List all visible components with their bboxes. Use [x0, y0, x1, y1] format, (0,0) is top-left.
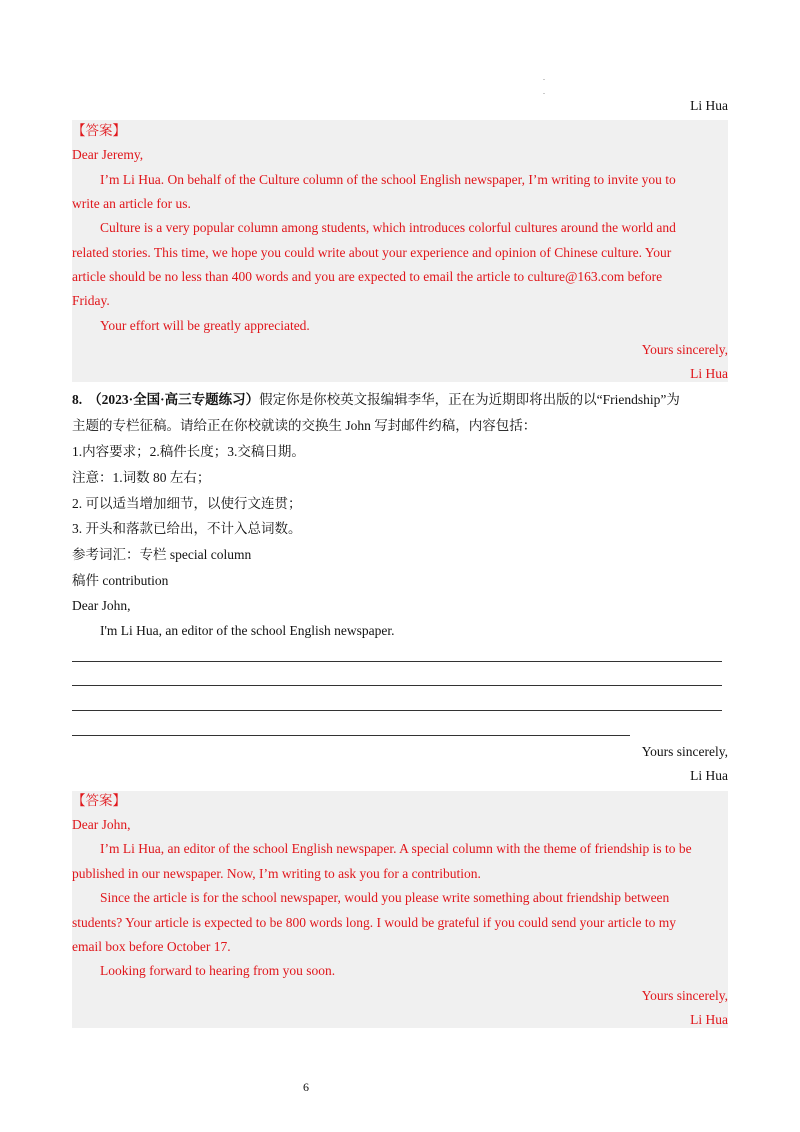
- letter-signature: Li Hua: [690, 366, 728, 381]
- question-prompt: 假定你是你校英文报编辑李华，正在为近期即将出版的以“Friendship”为: [259, 392, 680, 407]
- question-source: （2023·全国·高三专题练习）: [88, 392, 260, 407]
- page-number: 6: [303, 1080, 309, 1094]
- signature: Li Hua: [690, 98, 728, 113]
- answer-block-background: [72, 791, 728, 1028]
- letter-paragraph-line: Looking forward to hearing from you soon.: [100, 963, 336, 978]
- answer-tag: 【答案】: [72, 793, 126, 808]
- letter-paragraph-line: students? Your article is expected to be 800 words long. I would be grateful if you could send your article to my: [72, 915, 676, 930]
- question-note: 2. 可以适当增加细节，以使行文连贯；: [72, 496, 302, 511]
- question-number: 8.: [72, 392, 83, 407]
- letter-paragraph-line: email box before October 17.: [72, 939, 231, 954]
- vocabulary-hint: 稿件 contribution: [72, 573, 169, 588]
- question-heading: [72, 391, 680, 409]
- letter-opening: I'm Li Hua, an editor of the school English newspaper.: [100, 623, 395, 638]
- letter-paragraph-line: Your effort will be greatly appreciated.: [100, 318, 310, 333]
- letter-paragraph-line: Culture is a very popular column among students, which introduces colorful cultures around the world and: [100, 220, 676, 235]
- question-requirements: 1.内容要求；2.稿件长度；3.交稿日期。: [72, 444, 305, 459]
- letter-greeting: Dear John,: [72, 817, 131, 832]
- letter-paragraph-line: published in our newspaper. Now, I’m writing to ask you for a contribution.: [72, 866, 481, 881]
- answer-blank-line[interactable]: [72, 685, 722, 686]
- letter-signature: Li Hua: [690, 768, 728, 783]
- letter-closing: Yours sincerely,: [641, 744, 728, 759]
- letter-paragraph-line: Friday.: [72, 293, 110, 308]
- answer-tag: 【答案】: [72, 123, 126, 138]
- answer-blank-line[interactable]: [72, 661, 722, 662]
- question-note: 注意：1.词数 80 左右；: [72, 470, 211, 485]
- answer-blank-line[interactable]: [72, 710, 722, 711]
- stray-mark: .: [543, 87, 545, 96]
- letter-greeting: Dear John,: [72, 598, 131, 613]
- letter-closing: Yours sincerely,: [641, 342, 728, 357]
- letter-paragraph-line: write an article for us.: [72, 196, 191, 211]
- letter-greeting: Dear Jeremy,: [72, 147, 144, 162]
- letter-signature: Li Hua: [690, 1012, 728, 1027]
- stray-mark: .: [543, 73, 545, 82]
- question-note: 3. 开头和落款已给出，不计入总词数。: [72, 521, 302, 536]
- answer-blank-line[interactable]: [72, 735, 630, 736]
- letter-paragraph-line: Since the article is for the school newspaper, would you please write something about friendship between: [100, 890, 670, 905]
- question-prompt-line: 主题的专栏征稿。请给正在你校就读的交换生 John 写封邮件约稿，内容包括：: [72, 418, 537, 433]
- vocabulary-hint: 参考词汇：专栏 special column: [72, 547, 252, 562]
- letter-paragraph-line: I’m Li Hua, an editor of the school English newspaper. A special column with the theme of friendship is to be: [100, 841, 692, 856]
- letter-paragraph-line: I’m Li Hua. On behalf of the Culture column of the school English newspaper, I’m writing to invite you to: [100, 172, 676, 187]
- letter-paragraph-line: related stories. This time, we hope you could write about your experience and opinion of Chinese culture. Your: [72, 245, 672, 260]
- letter-paragraph-line: article should be no less than 400 words and you are expected to email the article to culture@163.com before: [72, 269, 663, 284]
- letter-closing: Yours sincerely,: [641, 988, 728, 1003]
